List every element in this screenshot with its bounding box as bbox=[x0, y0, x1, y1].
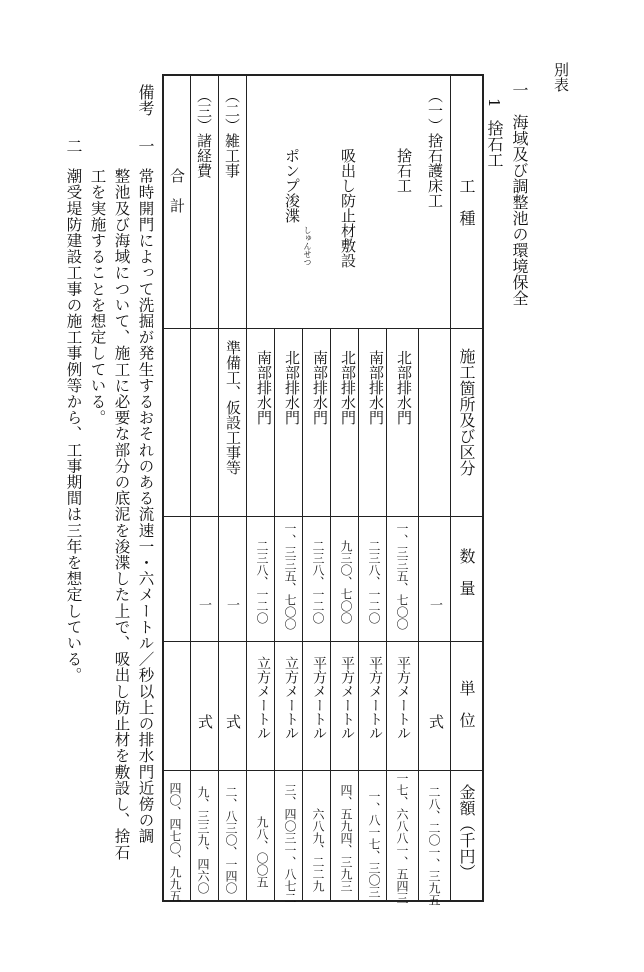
total-amount: 四〇、四七〇、九九五 bbox=[168, 782, 182, 902]
note-1-line-1: 常時開門によって洗掘が発生するおそれのある流速一・六メートル／秒以上の排水門近傍の調 bbox=[136, 168, 155, 845]
r9-amount: 九、三三九、四六〇 bbox=[196, 786, 210, 894]
r6-amount: 三、四〇三一、八七二 bbox=[283, 784, 297, 904]
r8-unit: 式 bbox=[224, 714, 242, 729]
notes-label: 備考 bbox=[136, 84, 155, 116]
col-divider-header bbox=[450, 74, 451, 901]
r7-unit: 立方メートル bbox=[255, 656, 271, 740]
col-divider-3 bbox=[246, 74, 247, 901]
row-divider-2 bbox=[162, 516, 482, 517]
subsection-title: 捨石工 bbox=[485, 120, 504, 168]
note-1-number: 一 bbox=[136, 138, 155, 154]
r5-amount: 六八九、二二九 bbox=[311, 808, 325, 892]
header-quantity: 数 量 bbox=[457, 548, 476, 596]
col-divider-9 bbox=[418, 328, 419, 901]
header-amount: 金額（千円） bbox=[457, 784, 476, 880]
row-divider-3 bbox=[162, 641, 482, 642]
r6-location: 北部排水門 bbox=[283, 350, 301, 425]
r7-amount: 九八、〇〇五 bbox=[255, 816, 269, 888]
r8-location: 準備工、仮設工事等 bbox=[224, 340, 242, 475]
r2-amount: 一七、六八八一、五四三 bbox=[395, 772, 409, 904]
r5-location: 南部排水門 bbox=[311, 350, 329, 425]
section-number: 一 bbox=[510, 82, 529, 98]
note-1-line-2: 整池及び海域について、施工に必要な部分の底泥を浚渫した上で、吸出し防止材を敷設し、捨石 bbox=[112, 168, 131, 861]
header-unit: 単 位 bbox=[457, 680, 476, 728]
row-divider-1 bbox=[162, 328, 482, 329]
r4-location: 北部排水門 bbox=[339, 350, 357, 425]
table-border-top bbox=[162, 74, 484, 76]
r2-quantity: 一、三三五、七〇〇 bbox=[395, 522, 409, 630]
total-label: 合 計 bbox=[168, 168, 186, 213]
group-3-label: （三）諸経費 bbox=[195, 88, 213, 178]
col-divider-7 bbox=[358, 328, 359, 901]
r3-amount: 一、八一七、三〇三 bbox=[367, 790, 381, 898]
r8-amount: 二、八三〇、一四〇 bbox=[224, 786, 238, 894]
r4-amount: 四、五九四、三九三 bbox=[339, 784, 353, 892]
work-item-dredging: ポンプ浚渫 bbox=[283, 148, 301, 223]
r4-quantity: 九三〇、七〇〇 bbox=[339, 540, 353, 624]
r2-location: 北部排水門 bbox=[395, 350, 413, 425]
table-border-left bbox=[162, 74, 164, 901]
r1-amount: 二八、二〇一、三九五 bbox=[427, 786, 441, 906]
col-divider-2 bbox=[218, 74, 219, 901]
header-work-type: 工 種 bbox=[457, 178, 476, 226]
r3-quantity: 二三八、一二〇 bbox=[367, 540, 381, 624]
r3-location: 南部排水門 bbox=[367, 350, 385, 425]
group-1-label: （一）捨石護床工 bbox=[426, 88, 444, 208]
r9-unit: 式 bbox=[196, 714, 214, 729]
r9-quantity: 一 bbox=[196, 598, 211, 611]
r7-quantity: 二三八、一二〇 bbox=[255, 540, 269, 624]
work-item-suction-mat: 吸出し防止材敷設 bbox=[339, 148, 357, 268]
table-border-right bbox=[482, 74, 484, 901]
subsection-number: 1 bbox=[485, 98, 503, 108]
r6-quantity: 一、三三五、七〇〇 bbox=[283, 522, 297, 630]
note-1-line-3: 工を実施することを想定している。 bbox=[88, 168, 107, 426]
col-divider-4 bbox=[274, 328, 275, 901]
annex-label: 別表 bbox=[552, 62, 570, 92]
col-divider-1 bbox=[190, 74, 191, 901]
r6-unit: 立方メートル bbox=[283, 656, 299, 740]
dredging-ruby: しゅんせつ bbox=[303, 226, 312, 266]
note-2-line-1: 潮受堤防建設工事の施工事例等から、工事期間は三年を想定している。 bbox=[64, 168, 83, 684]
work-item-stone: 捨石工 bbox=[395, 148, 413, 193]
group-2-label: （二）雑工事 bbox=[223, 88, 241, 178]
section-title: 海域及び調整池の環境保全 bbox=[510, 114, 529, 306]
r8-quantity: 一 bbox=[224, 598, 239, 611]
note-2-number: 二 bbox=[64, 138, 83, 154]
r5-unit: 平方メートル bbox=[311, 656, 327, 740]
row-divider-4 bbox=[162, 770, 482, 771]
r5-quantity: 二三八、一二〇 bbox=[311, 540, 325, 624]
r1-quantity: 一 bbox=[427, 598, 442, 611]
r3-unit: 平方メートル bbox=[367, 656, 383, 740]
col-divider-5 bbox=[302, 328, 303, 901]
r4-unit: 平方メートル bbox=[339, 656, 355, 740]
r2-unit: 平方メートル bbox=[395, 656, 411, 740]
col-divider-8 bbox=[386, 328, 387, 901]
r1-unit: 式 bbox=[427, 714, 445, 729]
header-location: 施工箇所及び区分 bbox=[457, 348, 476, 476]
col-divider-6 bbox=[330, 328, 331, 901]
r7-location: 南部排水門 bbox=[255, 350, 273, 425]
